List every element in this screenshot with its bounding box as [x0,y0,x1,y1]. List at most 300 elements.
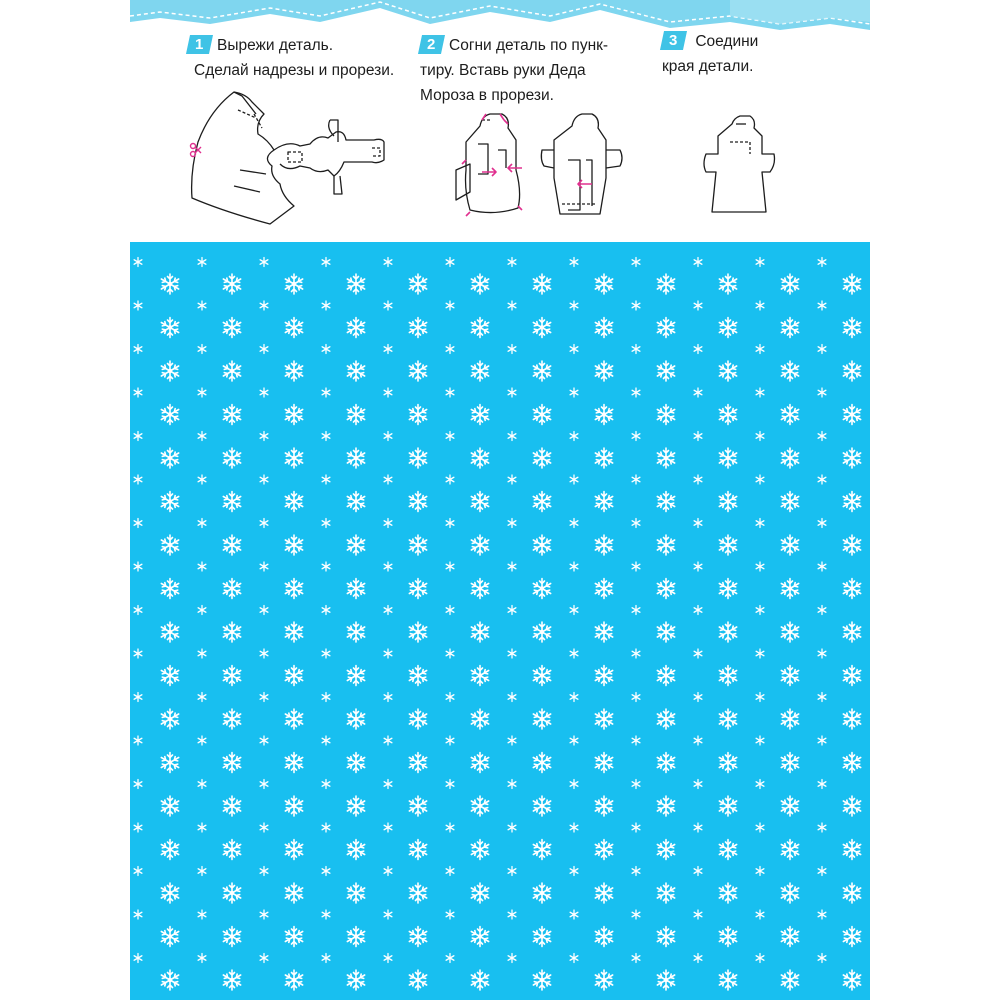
small-snowflake-icon [818,519,826,528]
small-snowflake-icon [260,867,268,876]
small-snowflake-icon [198,823,206,832]
snowflake-icon [161,274,178,294]
snowflake-icon [657,709,674,729]
small-snowflake-icon [446,780,454,789]
small-snowflake-icon [322,519,330,528]
snowflake-icon [657,579,674,599]
snowflake-icon [657,840,674,860]
snowflake-icon [843,622,860,642]
small-snowflake-icon [570,693,578,702]
small-snowflake-icon [756,910,764,919]
snowflake-icon [719,753,736,773]
snowflake-icon [719,970,736,990]
small-snowflake-icon [260,519,268,528]
snowflake-icon [223,970,240,990]
snowflake-icon [161,840,178,860]
small-snowflake-icon [508,475,516,484]
small-snowflake-icon [632,649,640,658]
snowflake-icon [223,622,240,642]
small-snowflake-icon [322,432,330,441]
small-snowflake-icon [756,649,764,658]
small-snowflake-icon [134,345,142,354]
small-snowflake-icon [694,780,702,789]
snowflake-icon [781,535,798,555]
small-snowflake-icon [322,649,330,658]
snowflake-icon [285,405,302,425]
snowflake-icon [657,274,674,294]
snowflake-icon [781,622,798,642]
small-snowflake-icon [134,301,142,310]
diagram-arms-inserted [541,114,622,214]
small-snowflake-icon [446,954,454,963]
small-snowflake-icon [818,823,826,832]
small-snowflake-icon [694,258,702,267]
small-snowflake-icon [508,432,516,441]
small-snowflake-icon [756,301,764,310]
small-snowflake-icon [570,736,578,745]
snowflake-icon [223,840,240,860]
snowflake-icon [843,840,860,860]
snowflake-icon [719,709,736,729]
snowflake-icon [595,535,612,555]
step-2-line-2: тиру. Вставь руки Деда [420,62,586,79]
snowflake-icon [657,622,674,642]
snowflake-icon [781,274,798,294]
snowflake-icon [161,666,178,686]
snowflake-icon [347,622,364,642]
snowflake-icon [719,318,736,338]
small-snowflake-icon [260,649,268,658]
insert-arrow [578,180,592,188]
small-snowflake-icon [756,606,764,615]
small-snowflake-icon [384,475,392,484]
small-snowflake-icon [756,345,764,354]
small-snowflake-icon [756,693,764,702]
small-snowflake-icon [508,954,516,963]
diagram-folded-figure [456,114,520,213]
small-snowflake-icon [632,258,640,267]
snowflake-icon [161,753,178,773]
small-snowflake-icon [384,954,392,963]
small-snowflake-icon [570,388,578,397]
snowflake-icon [533,361,550,381]
snowflake-icon [409,579,426,599]
small-snowflake-icon [134,258,142,267]
snowflake-icon [533,535,550,555]
small-snowflake-icon [446,823,454,832]
small-snowflake-icon [322,301,330,310]
snowflake-icon [471,318,488,338]
snowflake-icon [285,448,302,468]
small-snowflake-icon [260,910,268,919]
snowflake-icon [409,753,426,773]
small-snowflake-icon [134,562,142,571]
snowflake-icon [719,883,736,903]
small-snowflake-icon [322,910,330,919]
small-snowflake-icon [570,649,578,658]
snowflake-icon [161,622,178,642]
snowflake-icon [161,796,178,816]
snowflake-icon [409,796,426,816]
snowflake-pattern [130,242,870,1000]
snowflake-icon [285,709,302,729]
small-snowflake-icon [134,910,142,919]
snowflake-icon [781,709,798,729]
snowflake-icon [161,492,178,512]
craft-sheet [130,0,870,1000]
small-snowflake-icon [446,519,454,528]
small-snowflake-icon [322,823,330,832]
small-snowflake-icon [322,388,330,397]
snowflake-icon [843,579,860,599]
small-snowflake-icon [632,606,640,615]
snowflake-icon [595,622,612,642]
snowflake-icon [285,361,302,381]
small-snowflake-icon [756,867,764,876]
small-snowflake-icon [446,736,454,745]
small-snowflake-icon [818,475,826,484]
small-snowflake-icon [632,562,640,571]
small-snowflake-icon [134,606,142,615]
snowflake-icon [843,405,860,425]
snowflake-icon [223,666,240,686]
snowflake-icon [843,361,860,381]
snowflake-icon [161,361,178,381]
snowflake-icon [285,753,302,773]
small-snowflake-icon [694,649,702,658]
snowflake-icon [657,492,674,512]
small-snowflake-icon [694,301,702,310]
snowflake-icon [533,709,550,729]
snowflake-icon [843,927,860,947]
snowflake-icon [595,970,612,990]
small-snowflake-icon [198,258,206,267]
step-2-line-3: Мороза в прорези. [420,87,554,104]
small-snowflake-icon [134,475,142,484]
snowflake-icon [471,579,488,599]
snowflake-icon [223,361,240,381]
snowflake-icon [471,927,488,947]
step-1-line-2: Сделай надрезы и прорези. [194,62,395,79]
small-snowflake-icon [260,345,268,354]
snowflake-icon [657,318,674,338]
small-snowflake-icon [818,780,826,789]
snowflake-icon [781,666,798,686]
small-snowflake-icon [384,780,392,789]
small-snowflake-icon [818,432,826,441]
small-snowflake-icon [818,954,826,963]
snowflake-icon [657,970,674,990]
snowflake-icon [285,492,302,512]
small-snowflake-icon [818,910,826,919]
snowflake-icon [781,927,798,947]
small-snowflake-icon [446,867,454,876]
small-snowflake-icon [134,736,142,745]
small-snowflake-icon [632,867,640,876]
small-snowflake-icon [508,736,516,745]
small-snowflake-icon [694,475,702,484]
snowflake-icon [533,970,550,990]
snowflake-icon [781,405,798,425]
small-snowflake-icon [260,258,268,267]
snowflake-icon [595,492,612,512]
small-snowflake-icon [694,388,702,397]
small-snowflake-icon [384,258,392,267]
small-snowflake-icon [632,301,640,310]
snowflake-icon [471,405,488,425]
snowflake-icon [471,970,488,990]
snowflake-icon [285,666,302,686]
small-snowflake-icon [508,606,516,615]
small-snowflake-icon [756,823,764,832]
small-snowflake-icon [756,562,764,571]
small-snowflake-icon [260,693,268,702]
snowflake-icon [347,535,364,555]
small-snowflake-icon [570,954,578,963]
small-snowflake-icon [260,562,268,571]
small-snowflake-icon [632,475,640,484]
snowflake-icon [347,796,364,816]
small-snowflake-icon [446,606,454,615]
step-3-badge: 3 [660,31,687,50]
small-snowflake-icon [756,258,764,267]
snowflake-icon [223,927,240,947]
snowflake-icon [223,883,240,903]
small-snowflake-icon [570,562,578,571]
diagram-finished-figure [704,116,775,212]
snowflake-icon [719,796,736,816]
small-snowflake-icon [632,823,640,832]
snowflake-icon [533,622,550,642]
step-1-badge: 1 [186,35,213,54]
small-snowflake-icon [384,345,392,354]
small-snowflake-icon [134,519,142,528]
small-snowflake-icon [818,693,826,702]
small-snowflake-icon [632,345,640,354]
snowflake-icon [719,535,736,555]
snowflake-icon [285,883,302,903]
snowflake-icon [843,535,860,555]
small-snowflake-icon [818,562,826,571]
snowflake-icon [161,883,178,903]
snowflake-icon [285,579,302,599]
small-snowflake-icon [384,519,392,528]
snowflake-icon [533,579,550,599]
snowflake-icon [533,274,550,294]
small-snowflake-icon [384,432,392,441]
step-3-line-2: края детали. [662,58,754,75]
small-snowflake-icon [818,606,826,615]
small-snowflake-icon [508,345,516,354]
snowflake-icon [409,666,426,686]
small-snowflake-icon [694,736,702,745]
snowflake-icon [781,361,798,381]
small-snowflake-icon [818,345,826,354]
small-snowflake-icon [632,910,640,919]
small-snowflake-icon [134,867,142,876]
small-snowflake-icon [446,693,454,702]
small-snowflake-icon [508,823,516,832]
small-snowflake-icon [632,693,640,702]
snowflake-icon [347,579,364,599]
small-snowflake-icon [134,954,142,963]
snowflake-icon [347,970,364,990]
small-snowflake-icon [198,910,206,919]
small-snowflake-icon [632,519,640,528]
snowflake-icon [347,318,364,338]
snowflake-icon [533,666,550,686]
snowflake-icon [471,666,488,686]
small-snowflake-icon [570,258,578,267]
small-snowflake-icon [134,388,142,397]
snowflake-icon [409,927,426,947]
small-snowflake-icon [198,736,206,745]
small-snowflake-icon [694,562,702,571]
snowflake-icon [595,927,612,947]
small-snowflake-icon [694,519,702,528]
small-snowflake-icon [384,649,392,658]
snowflake-icon [471,274,488,294]
small-snowflake-icon [508,910,516,919]
small-snowflake-icon [570,519,578,528]
small-snowflake-icon [446,432,454,441]
snowflake-icon [533,448,550,468]
snowflake-icon [409,840,426,860]
small-snowflake-icon [632,954,640,963]
small-snowflake-icon [818,258,826,267]
small-snowflake-icon [198,693,206,702]
snowflake-icon [409,318,426,338]
small-snowflake-icon [260,432,268,441]
snowflake-icon [843,796,860,816]
snowflake-icon [843,970,860,990]
step-2-badge: 2 [418,35,445,54]
snowflake-icon [161,405,178,425]
snowflake-icon [409,622,426,642]
snowflake-icon [595,448,612,468]
small-snowflake-icon [508,562,516,571]
snowflake-icon [409,709,426,729]
small-snowflake-icon [570,910,578,919]
small-snowflake-icon [818,867,826,876]
snowflake-icon [471,492,488,512]
small-snowflake-icon [694,910,702,919]
small-snowflake-icon [632,780,640,789]
small-snowflake-icon [632,432,640,441]
small-snowflake-icon [322,867,330,876]
snowflake-icon [347,274,364,294]
snowflake-icon [595,883,612,903]
small-snowflake-icon [570,345,578,354]
step-3-line-1: Соедини [695,33,759,50]
snowflake-icon [285,840,302,860]
step-1-instruction [188,33,394,83]
small-snowflake-icon [694,867,702,876]
small-snowflake-icon [198,432,206,441]
small-snowflake-icon [198,562,206,571]
small-snowflake-icon [384,388,392,397]
snowflake-icon [285,796,302,816]
snowflake-icon [843,709,860,729]
small-snowflake-icon [134,693,142,702]
small-snowflake-icon [508,388,516,397]
instruction-diagrams [130,80,870,240]
small-snowflake-icon [134,823,142,832]
snowflake-icon [223,448,240,468]
snowflake-icon [223,274,240,294]
small-snowflake-icon [198,606,206,615]
small-snowflake-icon [756,954,764,963]
snowflake-icon [285,970,302,990]
snowflake-icon [843,883,860,903]
small-snowflake-icon [570,432,578,441]
snowflake-icon [595,361,612,381]
small-snowflake-icon [134,649,142,658]
small-snowflake-icon [818,649,826,658]
snowflake-icon [719,840,736,860]
snowflake-icon [533,796,550,816]
snowflake-icon [347,709,364,729]
small-snowflake-icon [446,258,454,267]
snowflake-icon [347,753,364,773]
small-snowflake-icon [260,475,268,484]
snowflake-icon [657,361,674,381]
snowflake-icon [285,927,302,947]
step-2-line-1: Согни деталь по пунк- [449,37,609,54]
snowflake-icon [223,492,240,512]
snowflake-icon [471,448,488,468]
snowflake-icon [719,448,736,468]
snowflake-icon [347,883,364,903]
snowflake-icon [657,753,674,773]
small-snowflake-icon [322,693,330,702]
snowflake-icon [533,405,550,425]
snowflake-icon [595,840,612,860]
small-snowflake-icon [198,519,206,528]
snowflake-icon [347,361,364,381]
snowflake-icon [843,274,860,294]
snowflake-icon [471,840,488,860]
snowflake-icon [719,579,736,599]
snowflake-icon [657,405,674,425]
snowflake-icon [533,883,550,903]
small-snowflake-icon [446,388,454,397]
small-snowflake-icon [694,693,702,702]
snowflake-icon [471,622,488,642]
snowflake-icon [657,448,674,468]
snowflake-icon [719,405,736,425]
small-snowflake-icon [446,910,454,919]
step-1-line-1: Вырежи деталь. [217,37,334,54]
snowflake-icon [843,666,860,686]
small-snowflake-icon [508,301,516,310]
snowflake-icon [719,492,736,512]
snowflake-icon [471,361,488,381]
snowflake-icon [657,883,674,903]
snowflake-icon [657,666,674,686]
snowflake-icon [471,535,488,555]
small-snowflake-icon [570,780,578,789]
step-3-instruction [662,29,758,79]
snowflake-icon [347,492,364,512]
snowflake-icon [409,448,426,468]
small-snowflake-icon [756,475,764,484]
snowflake-icon [595,709,612,729]
snowflake-icon [719,274,736,294]
small-snowflake-icon [570,301,578,310]
snowflake-icon [781,840,798,860]
small-snowflake-icon [632,736,640,745]
